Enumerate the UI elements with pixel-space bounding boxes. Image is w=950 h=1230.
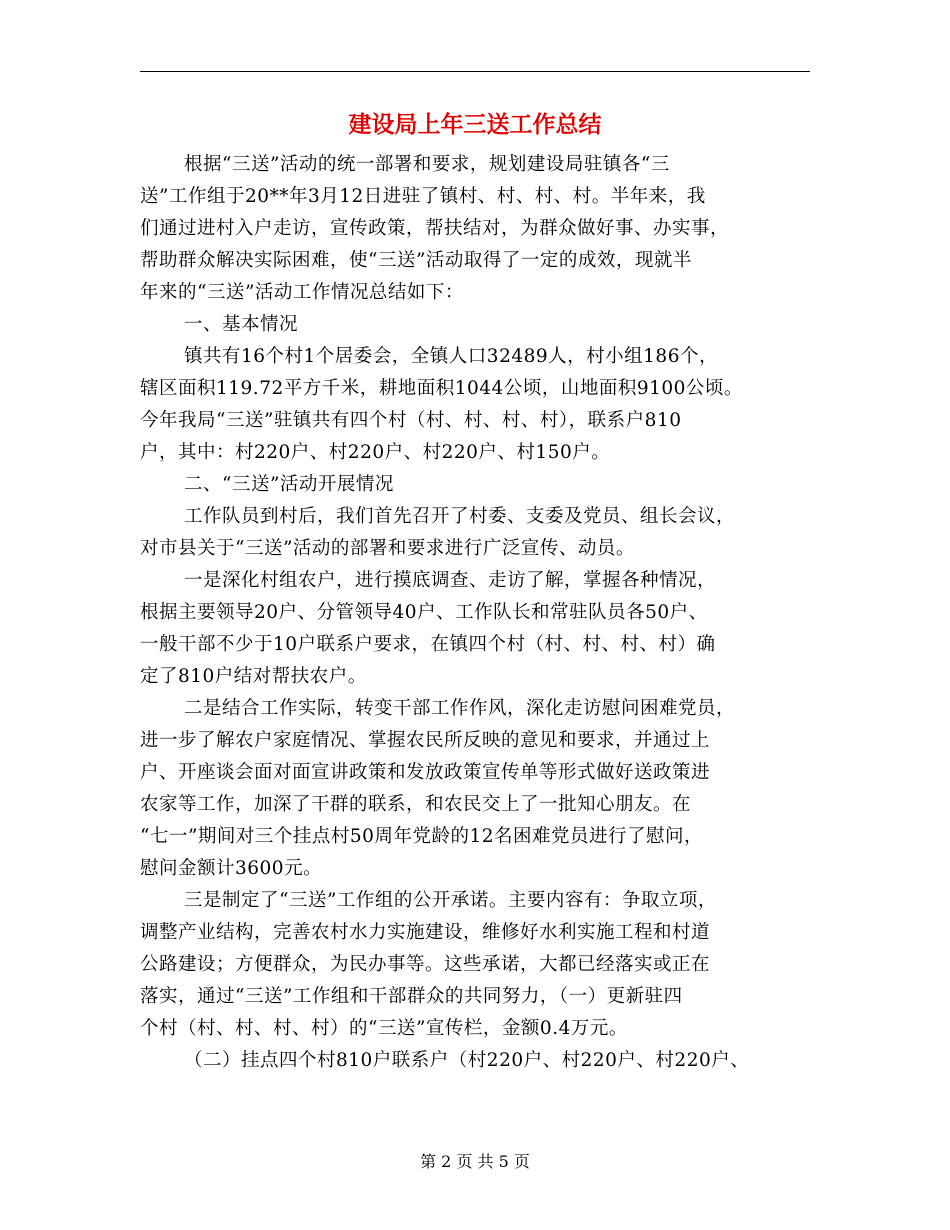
text-line: 今年我局“三送”驻镇共有四个村（村、村、村、村），联系户810 [140, 410, 682, 431]
text-line: 户、开座谈会面对面宣讲政策和发放政策宣传单等形式做好送政策进 [140, 762, 711, 783]
text-line: 二是结合工作实际，转变干部工作作风，深化走访慰问困难党员， [184, 698, 736, 719]
page-footer: 第 2 页 共 5 页 [420, 1152, 530, 1171]
text-line: 辖区面积119.72平方千米，耕地面积1044公顷，山地面积9100公顷。 [140, 378, 743, 399]
text-line: 送”工作组于20**年3月12日进驻了镇村、村、村、村。半年来，我 [140, 186, 706, 207]
text-line: 帮助群众解决实际困难，使“三送”活动取得了一定的成效，现就半 [140, 250, 692, 271]
text-line: 三是制定了“三送”工作组的公开承诺。主要内容有：争取立项， [184, 890, 717, 911]
text-line: 们通过进村入户走访，宣传政策，帮扶结对，为群众做好事、办实事， [140, 218, 730, 239]
text-line: 公路建设；方便群众，为民办事等。这些承诺，大都已经落实或正在 [140, 954, 711, 975]
text-line: 落实，通过“三送”工作组和干部群众的共同努力，（一）更新驻四 [140, 986, 683, 1007]
text-line: 进一步了解农户家庭情况、掌握农民所反映的意见和要求，并通过上 [140, 730, 711, 751]
text-line: 镇共有16个村1个居委会，全镇人口32489人，村小组186个， [184, 346, 718, 367]
text-line: 根据主要领导20户、分管领导40户、工作队长和常驻队员各50户、 [140, 602, 708, 623]
text-line: 根据“三送”活动的统一部署和要求，规划建设局驻镇各“三 [184, 154, 670, 175]
text-line: 对市县关于“三送”活动的部署和要求进行广泛宣传、动员。 [140, 538, 635, 559]
document-body [140, 149, 830, 1077]
text-line: 农家等工作，加深了干群的联系，和农民交上了一批知心朋友。在 [140, 794, 692, 815]
text-line: 户，其中：村220户、村220户、村220户、村150户。 [140, 442, 611, 463]
text-line: 一般干部不少于10户联系户要求，在镇四个村（村、村、村、村）确 [140, 634, 716, 655]
document-title: 建设局上年三送工作总结 [348, 112, 602, 138]
text-line: 年来的“三送”活动工作情况总结如下： [140, 282, 464, 303]
text-line: 一是深化村组农户，进行摸底调查、走访了解，掌握各种情况， [184, 570, 717, 591]
text-line: 工作队员到村后，我们首先召开了村委、支委及党员、组长会议， [184, 506, 736, 527]
text-line: 调整产业结构，完善农村水力实施建设，维修好水利实施工程和村道 [140, 922, 711, 943]
header-rule [140, 71, 810, 72]
text-line: 一、基本情况 [184, 314, 299, 335]
text-line: 慰问金额计3600元。 [140, 858, 323, 879]
text-line: （二）挂点四个村810户联系户（村220户、村220户、村220户、 [184, 1050, 750, 1071]
text-line: 二、“三送”活动开展情况 [184, 474, 394, 495]
text-line: 个村（村、村、村、村）的“三送”宣传栏，金额0.4万元。 [140, 1018, 628, 1039]
text-line: 定了810户结对帮扶农户。 [140, 666, 367, 687]
text-line: “七一”期间对三个挂点村50周年党龄的12名困难党员进行了慰问， [140, 826, 703, 847]
